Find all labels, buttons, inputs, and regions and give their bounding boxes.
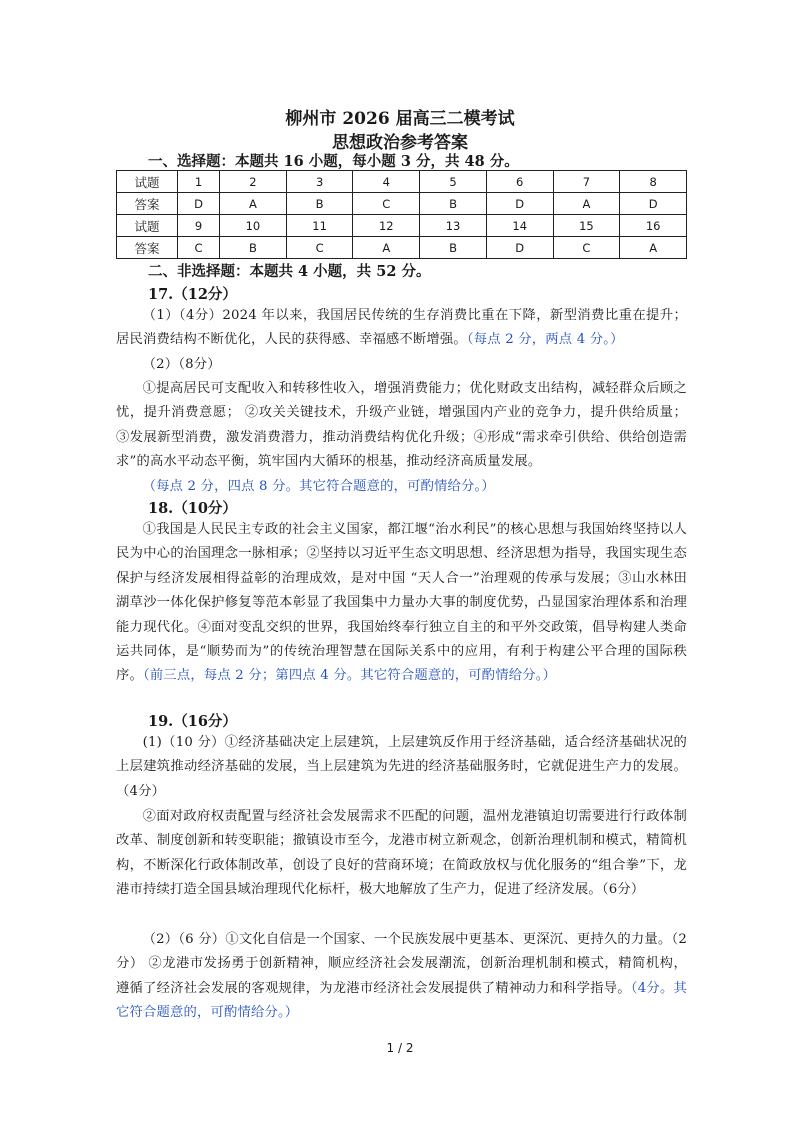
answer-cell: B (286, 193, 353, 215)
question-number: 1 (178, 171, 220, 193)
q17-part1-text: （1）（4分）2024 年以来，我国居民传统的生存消费比重在下降，新型消费比重在提升；居民消费结构不断优化，人民的获得感、幸福感不断增强。 (116, 308, 687, 348)
question-number: 5 (420, 171, 487, 193)
answer-table (116, 170, 687, 259)
q17-part1 (116, 304, 687, 353)
question-number: 8 (620, 171, 687, 193)
section1-heading: 一、选择题：本题共 16 小题，每小题 3 分，共 48 分。 (148, 153, 519, 170)
q17-part2-text: ①提高居民可支配收入和转移性收入，增强消费能力；优化财政支出结构，减轻群众后顾之忧，提升消费意愿； ②攻关关键技术，升级产业链，增强国内产业的竞争力，提升供给质量； ③发展新型消费，激发消费潜力，推动消费结构优化升级；④形成“需求牵引供给、供给创造需求”的高水平动态平衡，筑牢国内大循环的根基，推动经济高质量发展。 (116, 381, 687, 470)
question-number: 14 (486, 215, 553, 237)
q17-part2-score-note: （每点 2 分，四点 8 分。其它符合题意的，可酌情给分。） (142, 479, 495, 494)
question-number: 6 (486, 171, 553, 193)
row-label-question: 试题 (117, 171, 178, 193)
q18-score-note: （前三点，每点 2 分；第四点 4 分。其它符合题意的，可酌情给分。） (143, 668, 557, 684)
q19-part1: (1)（10 分）①经济基础决定上层建筑，上层建筑反作用于经济基础，适合经济基础状况的上层建筑推动经济基础的发展，当上层建筑为先进的经济基础服务时，它就促进生产力的发展。（4分） (116, 735, 687, 799)
answer-cell: C (553, 237, 620, 259)
question-number: 10 (220, 215, 287, 237)
page-number: 1 / 2 (386, 1041, 414, 1055)
question-number: 16 (620, 215, 687, 237)
answer-cell: C (178, 237, 220, 259)
question-number: 11 (286, 215, 353, 237)
question-number: 12 (353, 215, 420, 237)
section2-heading: 二、非选择题：本题共 4 小题，共 52 分。 (148, 263, 431, 280)
q19-part2 (116, 928, 687, 1026)
row-label-answer: 答案 (117, 193, 178, 215)
table-row (117, 237, 687, 259)
question-number: 9 (178, 215, 220, 237)
answer-cell: C (353, 193, 420, 215)
table-row (117, 215, 687, 237)
q19-score-note: （4分。其它符合题意的，可酌情给分。） (116, 980, 687, 1021)
answer-cell: D (178, 193, 220, 215)
answer-cell: B (420, 237, 487, 259)
answer-cell: A (220, 193, 287, 215)
row-label-answer: 答案 (117, 237, 178, 259)
answer-cell: B (420, 193, 487, 215)
question-number: 4 (353, 171, 420, 193)
q17-part2-label: （2）（8分） (142, 357, 221, 372)
question-number: 3 (286, 171, 353, 193)
exam-title: 柳州市 2026 届高三二模考试 (285, 109, 515, 129)
answer-cell: B (220, 237, 287, 259)
q17-heading: 17.（12分） (148, 286, 237, 303)
q19-heading: 19.（16分） (148, 713, 237, 730)
answer-cell: C (286, 237, 353, 259)
answer-cell: A (553, 193, 620, 215)
q19-part1-b: ②面对政府权责配置与经济社会发展需求不匹配的问题，温州龙港镇迫切需要进行行政体制改革、制度创新和转变职能；撤镇设市至今，龙港市树立新观念，创新治理机制和模式，精简机构，不断深化行政体制改革，创设了良好的营商环境；在简政放权与优化服务的“组合拳”下，龙港市持续打造全国县域治理现代化标杆，极大地解放了生产力，促进了经济发展。（6分） (116, 809, 687, 898)
exam-subtitle: 思想政治参考答案 (332, 133, 468, 153)
row-label-question: 试题 (117, 215, 178, 237)
question-number: 7 (553, 171, 620, 193)
q17-part2-score-note-line (116, 475, 687, 499)
question-number: 13 (420, 215, 487, 237)
answer-cell: A (353, 237, 420, 259)
answer-cell: A (620, 237, 687, 259)
table-row (117, 171, 687, 193)
answer-cell: D (486, 237, 553, 259)
question-number: 15 (553, 215, 620, 237)
question-number: 2 (220, 171, 287, 193)
q19-part2-text: （2）（6 分）①文化自信是一个国家、一个民族发展中更基本、更深沉、更持久的力量。（2分） ②龙港市发扬勇于创新精神，顺应经济社会发展潮流，创新治理机制和模式，精简机构，遵循了经济社会发展的客观规律，为龙港市经济社会发展提供了精神动力和科学指导。 (116, 932, 687, 996)
answer-cell: D (486, 193, 553, 215)
q18-answer-text: ①我国是人民民主专政的社会主义国家，都江堰“治水利民”的核心思想与我国始终坚持以人民为中心的治国理念一脉相承；②坚持以习近平生态文明思想、经济思想为指导，我国实现生态保护与经济发展相得益彰的治理成效，是对中国 “天人合一”治理观的传承与发展；③山水林田湖草沙一体化保护修复等范本彰显了我国集中力量办大事的制度优势，凸显国家治理体系和治理能力现代化。④面对变乱交织的世界，我国始终奉行独立自主的和平外交政策，倡导构建人类命运共同体，是“顺势而为”的传统治理智慧在国际关系中的应用，有利于构建公平合理的国际秩序。 (116, 522, 687, 684)
table-row (117, 193, 687, 215)
answer-cell: D (620, 193, 687, 215)
q17-part1-score-note: （每点 2 分，两点 4 分。） (466, 332, 624, 348)
q18-answer (116, 518, 687, 689)
q17-part2 (116, 377, 687, 475)
q18-heading: 18.（10分） (148, 500, 237, 517)
